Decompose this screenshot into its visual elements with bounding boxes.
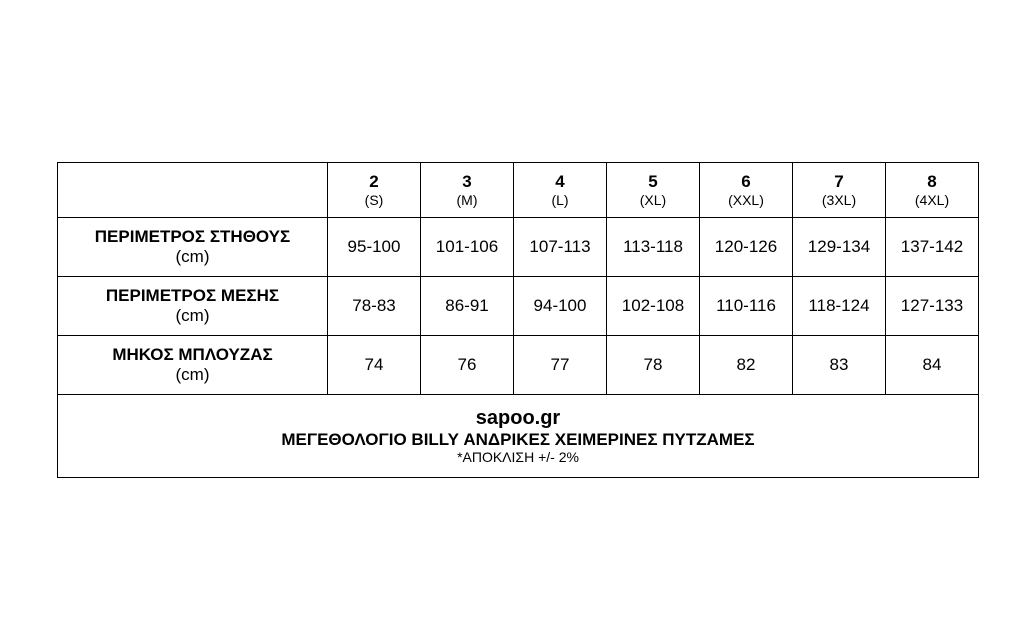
cell-value: 76	[457, 354, 477, 374]
size-number: 5	[648, 172, 658, 192]
value-cell	[328, 218, 421, 277]
cell-value: 84	[922, 354, 942, 374]
value-cell	[328, 277, 421, 336]
size-number: 6	[741, 172, 751, 192]
size-header-row	[58, 163, 979, 218]
value-cell	[421, 336, 514, 395]
size-header-cell	[421, 163, 514, 218]
cell-value: 95-100	[347, 236, 401, 256]
row-label: ΠΕΡΙΜΕΤΡΟΣ ΜΕΣΗΣ	[105, 286, 280, 306]
value-cell	[607, 218, 700, 277]
size-header-cell	[700, 163, 793, 218]
cell-value: 77	[550, 354, 570, 374]
value-cell	[793, 218, 886, 277]
size-number: 4	[555, 172, 565, 192]
size-header-cell	[607, 163, 700, 218]
cell-value: 74	[364, 354, 384, 374]
footer-cell	[58, 395, 979, 478]
cell-value: 101-106	[435, 236, 499, 256]
value-cell	[700, 218, 793, 277]
value-cell	[700, 277, 793, 336]
deviation-note: *ΑΠΟΚΛΙΣΗ +/- 2%	[457, 449, 579, 466]
size-code: (M)	[456, 191, 478, 208]
value-cell	[514, 218, 607, 277]
size-chart-table	[57, 162, 979, 478]
row-label-cell	[58, 336, 328, 395]
row-label-cell	[58, 218, 328, 277]
row-label-cell	[58, 277, 328, 336]
cell-value: 137-142	[900, 236, 964, 256]
value-cell	[793, 277, 886, 336]
value-cell	[886, 336, 979, 395]
cell-value: 83	[829, 354, 849, 374]
size-code: (XXL)	[728, 191, 764, 208]
value-cell	[421, 218, 514, 277]
size-number: 8	[927, 172, 937, 192]
cell-value: 107-113	[529, 236, 591, 256]
chart-title: ΜΕΓΕΘΟΛΟΓΙΟ BILLY ΑΝΔΡΙΚΕΣ ΧΕΙΜΕΡΙΝΕΣ ΠΥΤΖΑΜΕΣ	[281, 429, 755, 449]
value-cell	[700, 336, 793, 395]
size-number: 7	[834, 172, 844, 192]
site-name: sapoo.gr	[475, 406, 561, 429]
size-code: (XL)	[639, 191, 667, 208]
size-code: (3XL)	[821, 191, 857, 208]
size-number: 2	[369, 172, 379, 192]
value-cell	[514, 277, 607, 336]
row-label: ΠΕΡΙΜΕΤΡΟΣ ΣΤΗΘΟΥΣ	[94, 227, 291, 247]
cell-value: 113-118	[623, 236, 683, 256]
size-header-cell	[793, 163, 886, 218]
value-cell	[886, 218, 979, 277]
size-code: (4XL)	[914, 191, 950, 208]
cell-value: 78	[643, 354, 663, 374]
value-cell	[607, 336, 700, 395]
cell-value: 120-126	[714, 236, 778, 256]
cell-value: 127-133	[900, 295, 964, 315]
size-header-cell	[886, 163, 979, 218]
row-unit: (cm)	[175, 365, 210, 384]
corner-cell	[58, 163, 328, 218]
value-cell	[607, 277, 700, 336]
row-unit: (cm)	[175, 306, 210, 325]
value-cell	[328, 336, 421, 395]
value-cell	[886, 277, 979, 336]
cell-value: 82	[736, 354, 756, 374]
value-cell	[793, 336, 886, 395]
length-row	[58, 336, 979, 395]
cell-value: 118-124	[808, 295, 870, 315]
cell-value: 86-91	[445, 295, 489, 315]
value-cell	[514, 336, 607, 395]
row-unit: (cm)	[175, 247, 210, 266]
size-code: (S)	[364, 191, 384, 208]
cell-value: 78-83	[352, 295, 396, 315]
cell-value: 110-116	[716, 295, 776, 315]
waist-row	[58, 277, 979, 336]
size-header-cell	[514, 163, 607, 218]
cell-value: 102-108	[621, 295, 685, 315]
size-code: (L)	[551, 191, 569, 208]
value-cell	[421, 277, 514, 336]
size-header-cell	[328, 163, 421, 218]
cell-value: 94-100	[533, 295, 587, 315]
chest-row	[58, 218, 979, 277]
row-label: ΜΗΚΟΣ ΜΠΛΟΥΖΑΣ	[112, 345, 273, 365]
footer-row	[58, 395, 979, 478]
cell-value: 129-134	[807, 236, 871, 256]
size-number: 3	[462, 172, 472, 192]
